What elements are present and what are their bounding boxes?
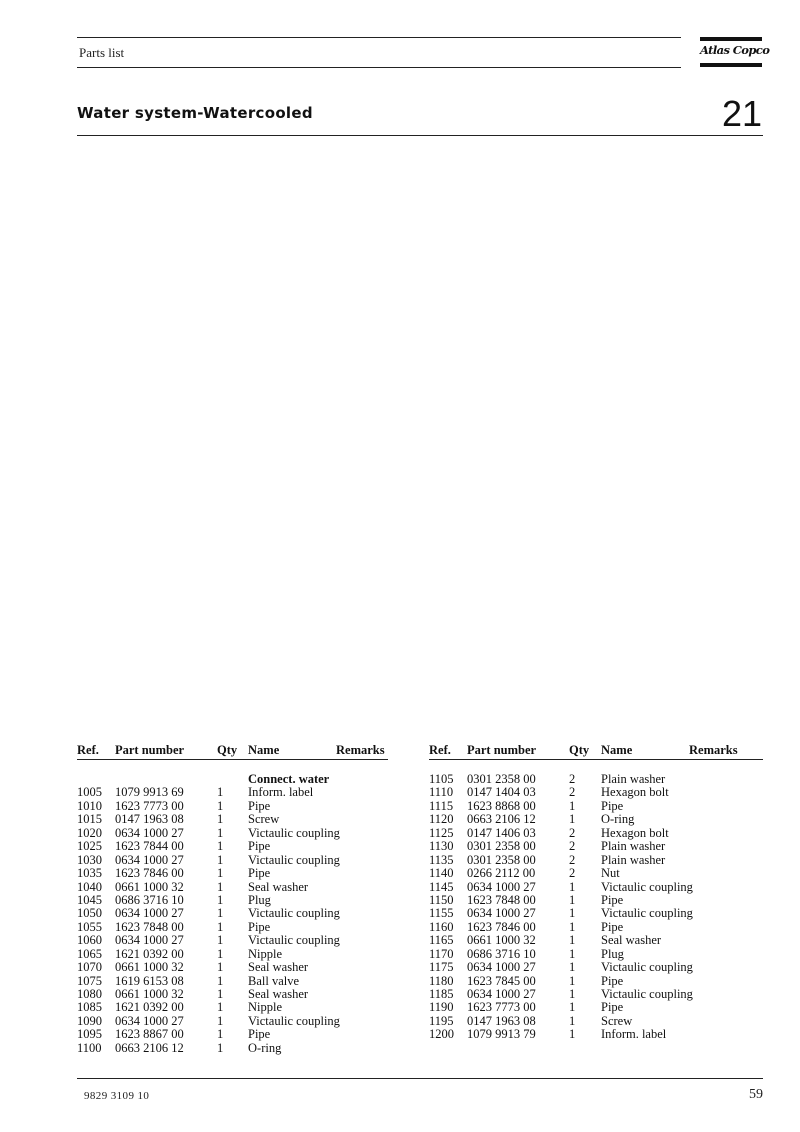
part-number-cell: 0301 2358 00 xyxy=(467,772,536,786)
name-cell: Inform. label xyxy=(601,1027,667,1042)
qty-cell: 1 xyxy=(569,960,576,975)
ref-cell: 1060 xyxy=(77,933,102,948)
table-row xyxy=(429,867,763,880)
name-cell: Victaulic coupling xyxy=(601,906,693,921)
header-remarks: Remarks xyxy=(689,743,738,757)
ref-cell: 1175 xyxy=(429,960,454,975)
part-number-cell: 1623 7844 00 xyxy=(115,839,184,854)
ref-cell: 1125 xyxy=(429,825,454,840)
table-row xyxy=(77,988,388,1001)
name-cell: Ball valve xyxy=(248,973,300,988)
table-row xyxy=(77,894,388,907)
part-number-cell: 0634 1000 27 xyxy=(115,825,184,840)
ref-cell: 1100 xyxy=(77,1040,102,1055)
ref-cell: 1095 xyxy=(77,1027,102,1042)
page-number: 59 xyxy=(749,1087,763,1102)
part-number-cell: 0301 2358 00 xyxy=(467,839,536,854)
ref-cell: 1200 xyxy=(429,1027,454,1042)
ref-cell: 1135 xyxy=(429,852,454,867)
name-cell: Plain washer xyxy=(601,839,666,854)
ref-cell: 1005 xyxy=(77,785,102,800)
part-number-cell: 0147 1963 08 xyxy=(467,1013,536,1028)
part-number-cell: 1623 8868 00 xyxy=(467,798,536,813)
ref-cell: 1155 xyxy=(429,906,454,921)
header-name: Name xyxy=(601,743,633,757)
table-row xyxy=(429,1001,763,1014)
part-number-cell: 0147 1963 08 xyxy=(115,812,184,827)
name-cell: Screw xyxy=(601,1013,633,1028)
ref-cell: 1170 xyxy=(429,946,454,961)
name-cell: Screw xyxy=(248,812,280,827)
qty-cell: 2 xyxy=(569,825,576,840)
name-cell: O-ring xyxy=(601,812,635,827)
name-cell: Victaulic coupling xyxy=(248,906,340,921)
ref-cell: 1150 xyxy=(429,892,454,907)
table-row xyxy=(77,921,388,934)
qty-cell: 2 xyxy=(569,772,576,786)
table-row xyxy=(429,854,763,867)
name-cell: Seal washer xyxy=(248,987,309,1001)
part-number-cell: 0634 1000 27 xyxy=(467,987,536,1001)
ref-cell: 1120 xyxy=(429,812,454,827)
header-remarks: Remarks xyxy=(336,743,385,757)
table-row xyxy=(77,881,388,894)
name-cell: Nut xyxy=(601,866,620,881)
qty-cell: 1 xyxy=(217,892,224,907)
ref-cell: 1145 xyxy=(429,879,454,894)
ref-cell: 1015 xyxy=(77,812,102,827)
name-cell: Plain washer xyxy=(601,772,666,786)
ref-cell: 1165 xyxy=(429,933,454,948)
qty-cell: 1 xyxy=(217,987,224,1001)
table-row xyxy=(77,1015,388,1028)
name-cell: Hexagon bolt xyxy=(601,825,669,840)
table-row xyxy=(77,1042,388,1055)
table-row xyxy=(429,800,763,813)
qty-cell: 2 xyxy=(569,866,576,881)
name-cell: Inform. label xyxy=(248,785,314,800)
qty-cell: 1 xyxy=(217,812,224,827)
ref-cell: 1025 xyxy=(77,839,102,854)
qty-cell: 1 xyxy=(569,946,576,961)
qty-cell: 1 xyxy=(217,973,224,988)
name-cell: Hexagon bolt xyxy=(601,785,669,800)
logo-bar-top xyxy=(700,37,762,41)
header-part-number: Part number xyxy=(467,743,537,757)
name-cell: Pipe xyxy=(601,892,624,907)
ref-cell: 1050 xyxy=(77,906,102,921)
table-row xyxy=(429,894,763,907)
qty-cell: 2 xyxy=(569,852,576,867)
part-number-cell: 0266 2112 00 xyxy=(467,866,536,881)
table-row xyxy=(429,813,763,826)
header-ref: Ref. xyxy=(77,743,99,757)
ref-cell: 1010 xyxy=(77,798,102,813)
atlas-copco-logo xyxy=(700,37,770,67)
qty-cell: 1 xyxy=(217,1027,224,1042)
part-number-cell: 1623 7846 00 xyxy=(115,866,184,881)
ref-cell: 1075 xyxy=(77,973,102,988)
name-cell: Victaulic coupling xyxy=(248,1013,340,1028)
name-cell: Nipple xyxy=(248,946,283,961)
qty-cell: 1 xyxy=(569,1027,576,1042)
table-row xyxy=(77,840,388,853)
table-row xyxy=(77,786,388,799)
qty-cell: 1 xyxy=(569,879,576,894)
section-number: 21 xyxy=(721,93,762,134)
ref-cell: 1115 xyxy=(429,798,454,813)
parts-table-left xyxy=(77,743,388,1055)
header-ref: Ref. xyxy=(429,743,451,757)
ref-cell: 1085 xyxy=(77,1000,102,1015)
qty-cell: 1 xyxy=(217,852,224,867)
name-cell: Victaulic coupling xyxy=(601,879,693,894)
qty-cell: 1 xyxy=(569,933,576,948)
part-number-cell: 0661 1000 32 xyxy=(115,960,184,975)
table-row xyxy=(77,975,388,988)
part-number-cell: 0634 1000 27 xyxy=(467,906,536,921)
ref-cell: 1065 xyxy=(77,946,102,961)
name-cell: Victaulic coupling xyxy=(601,960,693,975)
part-number-cell: 0301 2358 00 xyxy=(467,852,536,867)
table-row xyxy=(77,867,388,880)
qty-cell: 1 xyxy=(217,919,224,934)
part-number-cell: 1623 7848 00 xyxy=(467,892,536,907)
qty-cell: 1 xyxy=(217,839,224,854)
qty-cell: 1 xyxy=(217,1013,224,1028)
name-cell: Plug xyxy=(601,946,624,961)
qty-cell: 1 xyxy=(217,866,224,881)
qty-cell: 1 xyxy=(569,987,576,1001)
table-row xyxy=(429,786,763,799)
qty-cell: 1 xyxy=(569,812,576,827)
table-row xyxy=(429,988,763,1001)
ref-cell: 1020 xyxy=(77,825,102,840)
table-row xyxy=(429,827,763,840)
table-row xyxy=(77,948,388,961)
figure-area xyxy=(77,140,763,730)
ref-cell: 1055 xyxy=(77,919,102,934)
name-cell: Pipe xyxy=(601,973,624,988)
name-cell: Plain washer xyxy=(601,852,666,867)
page-title: Water system-Watercooled xyxy=(77,104,313,122)
part-number-cell: 0147 1406 03 xyxy=(467,825,536,840)
ref-cell: 1190 xyxy=(429,1000,454,1015)
table-row xyxy=(77,934,388,947)
name-cell: Pipe xyxy=(248,866,271,881)
parts-table-right xyxy=(429,743,763,1042)
header-name: Name xyxy=(248,743,280,757)
part-number-cell: 1623 8867 00 xyxy=(115,1027,184,1042)
name-cell: Victaulic coupling xyxy=(248,933,340,948)
name-cell: Pipe xyxy=(601,1000,624,1015)
part-number-cell: 0634 1000 27 xyxy=(115,906,184,921)
ref-cell: 1160 xyxy=(429,919,454,934)
title-rule xyxy=(77,135,763,136)
footer-rule xyxy=(77,1078,763,1079)
logo-text: Atlas Copco xyxy=(700,43,770,57)
qty-cell: 1 xyxy=(217,946,224,961)
ref-cell: 1140 xyxy=(429,866,454,881)
qty-cell: 1 xyxy=(217,825,224,840)
table-row xyxy=(77,1001,388,1014)
ref-cell: 1070 xyxy=(77,960,102,975)
header-qty: Qty xyxy=(217,743,238,757)
header-part-number: Part number xyxy=(115,743,185,757)
name-cell: Pipe xyxy=(248,919,271,934)
qty-cell: 1 xyxy=(217,933,224,948)
ref-cell: 1130 xyxy=(429,839,454,854)
qty-cell: 1 xyxy=(217,879,224,894)
name-cell: Pipe xyxy=(248,839,271,854)
part-number-cell: 0686 3716 10 xyxy=(467,946,536,961)
qty-cell: 1 xyxy=(569,906,576,921)
qty-cell: 1 xyxy=(569,1000,576,1015)
name-cell: Pipe xyxy=(601,919,624,934)
part-number-cell: 0634 1000 27 xyxy=(467,960,536,975)
table-row xyxy=(77,827,388,840)
logo-bar-bottom xyxy=(700,63,762,67)
qty-cell: 1 xyxy=(569,798,576,813)
ref-cell: 1030 xyxy=(77,852,102,867)
part-number-cell: 1079 9913 69 xyxy=(115,785,184,800)
name-cell: Plug xyxy=(248,892,271,907)
part-number-cell: 0663 2106 12 xyxy=(115,1040,184,1055)
qty-cell: 1 xyxy=(569,973,576,988)
part-number-cell: 1623 7845 00 xyxy=(467,973,536,988)
table-row xyxy=(77,800,388,813)
part-number-cell: 1619 6153 08 xyxy=(115,973,184,988)
ref-cell: 1090 xyxy=(77,1013,102,1028)
part-number-cell: 0661 1000 32 xyxy=(467,933,536,948)
ref-cell: 1080 xyxy=(77,987,102,1001)
name-cell: Victaulic coupling xyxy=(601,987,693,1001)
group-heading-row xyxy=(77,773,388,786)
part-number-cell: 0634 1000 27 xyxy=(115,1013,184,1028)
ref-cell: 1185 xyxy=(429,987,454,1001)
ref-cell: 1035 xyxy=(77,866,102,881)
table-header xyxy=(429,743,763,760)
table-row xyxy=(429,1028,763,1041)
part-number-cell: 1623 7773 00 xyxy=(467,1000,536,1015)
table-row xyxy=(77,961,388,974)
header-rule-bottom xyxy=(77,67,681,68)
name-cell: Victaulic coupling xyxy=(248,825,340,840)
qty-cell: 1 xyxy=(217,1040,224,1055)
part-number-cell: 1621 0392 00 xyxy=(115,946,184,961)
qty-cell: 2 xyxy=(569,839,576,854)
ref-cell: 1040 xyxy=(77,879,102,894)
ref-cell: 1045 xyxy=(77,892,102,907)
qty-cell: 1 xyxy=(217,798,224,813)
table-header xyxy=(77,743,388,760)
header-qty: Qty xyxy=(569,743,590,757)
name-cell: Seal washer xyxy=(248,960,309,975)
ref-cell: 1195 xyxy=(429,1013,454,1028)
part-number-cell: 0661 1000 32 xyxy=(115,879,184,894)
group-heading: Connect. water xyxy=(248,772,330,786)
part-number-cell: 0634 1000 27 xyxy=(467,879,536,894)
table-row xyxy=(77,854,388,867)
qty-cell: 1 xyxy=(569,892,576,907)
table-row xyxy=(77,907,388,920)
name-cell: Nipple xyxy=(248,1000,283,1015)
part-number-cell: 0686 3716 10 xyxy=(115,892,184,907)
qty-cell: 1 xyxy=(217,785,224,800)
qty-cell: 1 xyxy=(569,1013,576,1028)
table-row xyxy=(429,907,763,920)
part-number-cell: 0634 1000 27 xyxy=(115,852,184,867)
table-row xyxy=(77,1028,388,1041)
table-row xyxy=(429,881,763,894)
table-row xyxy=(429,934,763,947)
name-cell: Pipe xyxy=(601,798,624,813)
part-number-cell: 0634 1000 27 xyxy=(115,933,184,948)
qty-cell: 2 xyxy=(569,785,576,800)
table-body xyxy=(429,760,763,1042)
qty-cell: 1 xyxy=(569,919,576,934)
table-row xyxy=(429,948,763,961)
part-number-cell: 1623 7773 00 xyxy=(115,798,184,813)
part-number-cell: 1623 7848 00 xyxy=(115,919,184,934)
qty-cell: 1 xyxy=(217,960,224,975)
part-number-cell: 0663 2106 12 xyxy=(467,812,536,827)
name-cell: Seal washer xyxy=(248,879,309,894)
table-row xyxy=(77,813,388,826)
name-cell: Victaulic coupling xyxy=(248,852,340,867)
part-number-cell: 0147 1404 03 xyxy=(467,785,536,800)
section-label: Parts list xyxy=(79,45,125,60)
table-body xyxy=(77,760,388,1055)
name-cell: Pipe xyxy=(248,798,271,813)
name-cell: O-ring xyxy=(248,1040,282,1055)
document-number: 9829 3109 10 xyxy=(84,1090,150,1102)
part-number-cell: 0661 1000 32 xyxy=(115,987,184,1001)
table-row xyxy=(429,921,763,934)
table-row xyxy=(429,1015,763,1028)
name-cell: Seal washer xyxy=(601,933,662,948)
ref-cell: 1110 xyxy=(429,785,454,800)
part-number-cell: 1621 0392 00 xyxy=(115,1000,184,1015)
table-row xyxy=(429,773,763,786)
name-cell: Pipe xyxy=(248,1027,271,1042)
table-row xyxy=(429,840,763,853)
part-number-cell: 1623 7846 00 xyxy=(467,919,536,934)
ref-cell: 1105 xyxy=(429,772,454,786)
ref-cell: 1180 xyxy=(429,973,454,988)
qty-cell: 1 xyxy=(217,1000,224,1015)
header-rule-top xyxy=(77,37,681,38)
table-row xyxy=(429,961,763,974)
part-number-cell: 1079 9913 79 xyxy=(467,1027,536,1042)
table-row xyxy=(429,975,763,988)
qty-cell: 1 xyxy=(217,906,224,921)
